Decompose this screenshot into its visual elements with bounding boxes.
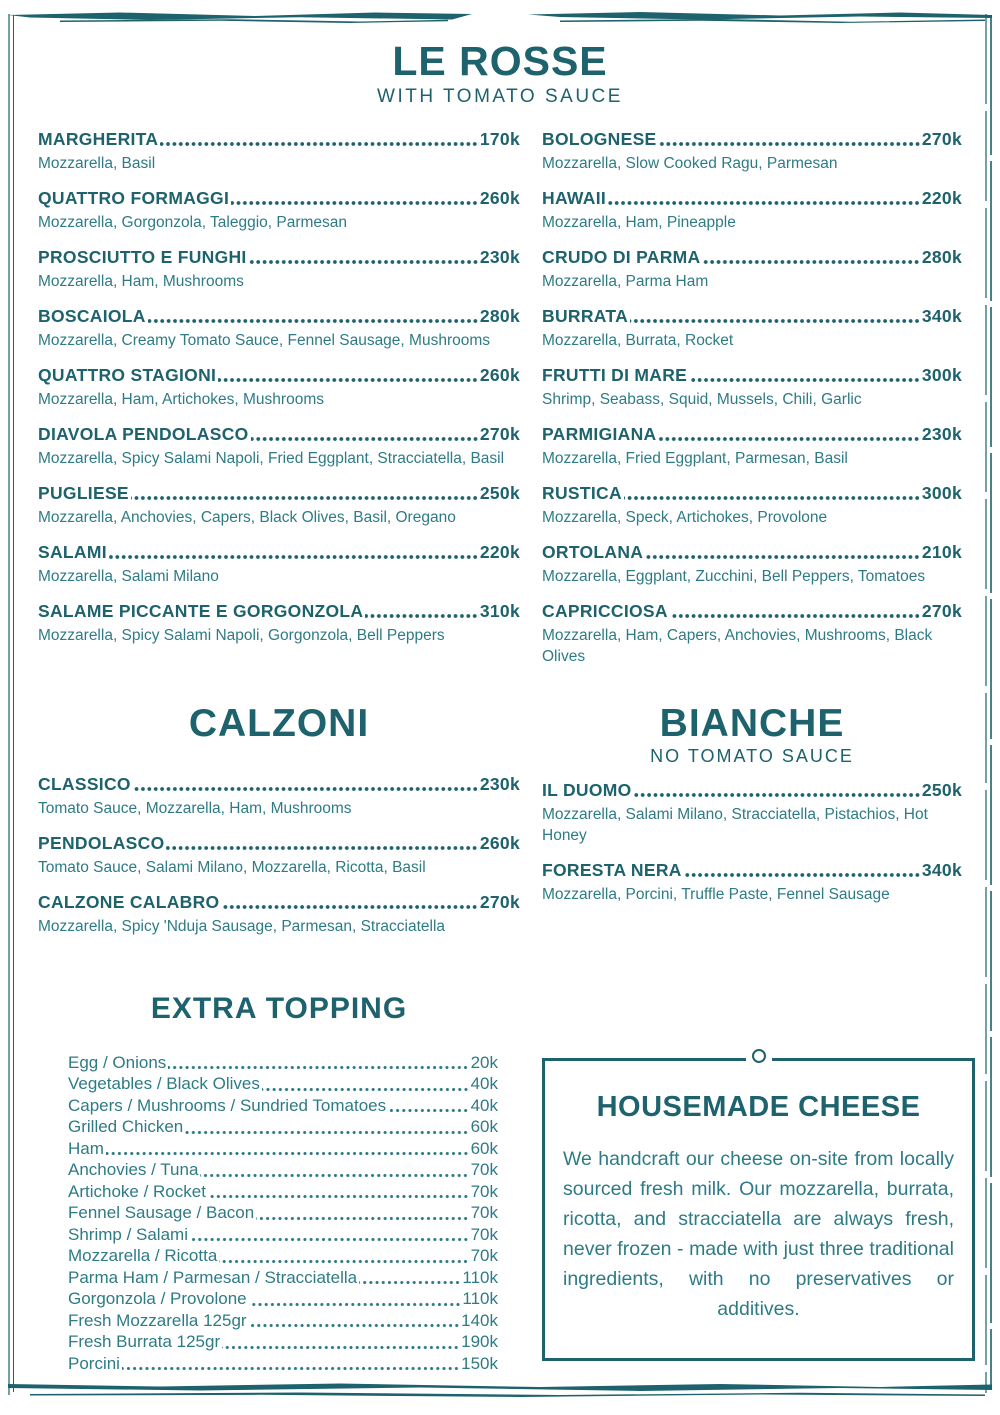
topping-price: 70k [470,1160,498,1180]
menu-item [542,305,962,351]
menu-item-name: MARGHERITA [38,129,159,150]
menu-item-name: FORESTA NERA [542,859,682,880]
dotted-leader [131,495,479,501]
menu-item-description: Mozzarella, Slow Cooked Ragu, Parmesan [542,155,838,173]
dotted-leader [106,1151,470,1156]
menu-item-price: 340k [921,306,962,327]
topping-name: Gorgonzola / Provolone [68,1289,247,1309]
topping-item [68,1138,498,1160]
rosse-right-column [542,128,962,680]
dotted-leader [200,1173,469,1178]
menu-item-price: 230k [479,247,520,268]
menu-item-price: 300k [921,483,962,504]
topping-price: 140k [461,1310,498,1330]
topping-item [68,1116,498,1138]
menu-item-line [542,423,962,445]
topping-price: 40k [470,1095,498,1115]
menu-item-line [38,482,520,504]
menu-item-description: Mozzarella, Spicy Salami Napoli, Fried Eggplant, Stracciatella, Basil [38,450,505,468]
menu-item [542,779,962,846]
menu-item-description: Mozzarella, Parma Ham [542,273,709,291]
section-title-calzoni: CALZONI [188,702,370,746]
dotted-leader [359,1280,461,1285]
section-header-rosse [38,40,962,108]
calzoni-bianche-columns [38,704,962,950]
menu-item-line [38,305,520,327]
dotted-leader [251,436,479,442]
ring-decoration-wrap [746,1049,772,1063]
menu-item-line [542,364,962,386]
dotted-leader [689,377,921,383]
topping-price: 70k [470,1203,498,1223]
dotted-leader [222,1345,460,1350]
menu-item [542,423,962,469]
menu-item-name: RUSTICA [542,483,622,504]
section-header-bianche [542,704,962,767]
menu-item-line [38,364,520,386]
menu-item-price: 270k [479,424,520,445]
menu-item-price: 260k [479,365,520,386]
menu-item-description: Mozzarella, Ham, Mushrooms [38,273,244,291]
menu-item [542,246,962,292]
menu-item-name: CALZONE CALABRO [38,891,220,912]
topping-price: 150k [461,1353,498,1373]
menu-item-description: Mozzarella, Ham, Pineapple [542,214,736,232]
menu-item-name: PENDOLASCO [38,832,165,853]
menu-item-line [38,423,520,445]
dotted-leader [249,1302,462,1307]
dotted-leader [262,1087,470,1092]
menu-item-line [542,859,962,881]
menu-item [38,305,520,351]
menu-item-price: 260k [479,832,520,853]
menu-item-name: BURRATA [542,306,629,327]
menu-item [38,187,520,233]
dotted-leader [634,792,921,798]
menu-item-price: 210k [921,542,962,563]
bottom-columns [38,968,962,1375]
menu-item-price: 280k [479,306,520,327]
dotted-leader [645,554,921,560]
housemade-cheese-title: HOUSEMADE CHEESE [596,1090,921,1123]
menu-item-description: Mozzarella, Salami Milano [38,568,219,586]
menu-item-line [38,832,520,854]
menu-item-price: 340k [921,859,962,880]
topping-list [68,1052,498,1375]
dotted-leader [256,1216,469,1221]
menu-item-price: 270k [921,601,962,622]
menu-item-description: Mozzarella, Anchovies, Capers, Black Olives, Basil, Oregano [38,509,456,527]
menu-item-price: 300k [921,365,962,386]
topping-name: Fennel Sausage / Bacon [68,1203,255,1223]
rosse-left-column [38,128,520,680]
topping-name: Mozzarella / Ricotta [68,1246,218,1266]
menu-item-line [542,600,962,622]
dotted-leader [249,1323,461,1328]
section-title-rosse: LE ROSSE [392,38,608,84]
menu-item [542,859,962,905]
menu-item-price: 250k [479,483,520,504]
menu-item [38,482,520,528]
section-subtitle-rosse: WITH TOMATO SAUCE [377,86,623,108]
dotted-leader [208,1194,470,1199]
menu-item [38,423,520,469]
menu-item-line [542,305,962,327]
menu-item-line [38,187,520,209]
menu-item [38,541,520,587]
menu-item-line [38,600,520,622]
dotted-leader [109,554,479,560]
menu-item-line [38,128,520,150]
menu-item [542,187,962,233]
menu-item-price: 220k [479,542,520,563]
menu-item-description: Tomato Sauce, Mozzarella, Ham, Mushrooms [38,799,352,817]
dotted-leader [659,141,921,147]
topping-name: Artichoke / Rocket [68,1181,206,1201]
menu-item-name: PUGLIESE [38,483,129,504]
dotted-leader [221,904,478,910]
menu-item [38,832,520,878]
menu-item-description: Mozzarella, Spicy Salami Napoli, Gorgonzola, Bell Peppers [38,627,445,645]
menu-item-description: Mozzarella, Porcini, Truffle Paste, Fennel Sausage [542,885,890,903]
topping-name: Anchovies / Tuna [68,1160,199,1180]
menu-item-price: 170k [479,129,520,150]
dotted-leader [160,141,479,147]
menu-item-name: QUATTRO STAGIONI [38,365,217,386]
topping-item [68,1331,498,1353]
bianche-items [542,779,962,905]
dotted-leader [608,200,921,206]
menu-item [542,128,962,174]
menu-item-name: CAPRICCIOSA [542,601,668,622]
topping-price: 40k [470,1074,498,1094]
menu-item-name: DIAVOLA PENDOLASCO [38,424,249,445]
menu-item-price: 270k [921,129,962,150]
menu-item-name: IL DUOMO [542,779,632,800]
topping-price: 20k [470,1052,498,1072]
topping-price: 70k [470,1224,498,1244]
extra-topping-section [38,968,520,1375]
housemade-cheese-text: We handcraft our cheese on-site from locally sourced fresh milk. Our mozzarella, burrata, ricotta, and stracciatella are always fresh, never frozen - made with just three traditional ingredients, with no preservatives or additives. [563,1147,954,1320]
menu-item-line [38,891,520,913]
menu-item-price: 220k [921,188,962,209]
menu-item-description: Mozzarella, Salami Milano, Stracciatella, Pistachios, Hot Honey [542,805,928,844]
dotted-leader [231,200,479,206]
menu-item-name: QUATTRO FORMAGGI [38,188,230,209]
menu-item-description: Mozzarella, Creamy Tomato Sauce, Fennel Sausage, Mushrooms [38,332,491,350]
dotted-leader [670,613,921,619]
menu-item-line [38,773,520,795]
menu-item-name: CLASSICO [38,773,131,794]
dotted-leader [166,845,478,851]
topping-name: Fresh Burrata 125gr [68,1332,221,1352]
menu-item-description: Mozzarella, Fried Eggplant, Parmesan, Basil [542,450,848,468]
menu-item [38,600,520,646]
menu-item-line [542,128,962,150]
menu-item-price: 270k [479,891,520,912]
housemade-cheese-section [542,968,962,1375]
menu-item-description: Mozzarella, Burrata, Rocket [542,332,734,350]
menu-item-line [38,246,520,268]
topping-item [68,1202,498,1224]
menu-item-description: Mozzarella, Eggplant, Zucchini, Bell Peppers, Tomatoes [542,568,926,586]
dotted-leader [218,377,479,383]
dotted-leader [249,259,479,265]
topping-price: 60k [470,1138,498,1158]
menu-item-description: Mozzarella, Basil [38,155,156,173]
menu-item-price: 310k [479,601,520,622]
topping-name: Vegetables / Black Olives [68,1074,260,1094]
dotted-leader [168,1065,469,1070]
topping-name: Grilled Chicken [68,1117,184,1137]
topping-price: 60k [470,1117,498,1137]
menu-item-description: Tomato Sauce, Salami Milano, Mozzarella, Ricotta, Basil [38,858,426,876]
topping-price: 70k [470,1246,498,1266]
topping-item [68,1267,498,1289]
section-header-calzoni [38,704,520,745]
menu-item-name: SALAME PICCANTE E GORGONZOLA [38,601,364,622]
dotted-leader [630,318,921,324]
menu-item-name: ORTOLANA [542,542,644,563]
circle-ornament-icon [752,1049,766,1063]
topping-price: 110k [462,1289,498,1309]
menu-item-description: Mozzarella, Ham, Capers, Anchovies, Mushrooms, Black Olives [542,627,933,666]
menu-item-name: PROSCIUTTO E FUNGHI [38,247,247,268]
section-title-bianche: BIANCHE [659,702,845,746]
topping-name: Ham [68,1138,104,1158]
topping-item [68,1353,498,1375]
menu-item-line [542,187,962,209]
menu-item-name: PARMIGIANA [542,424,657,445]
dotted-leader [684,872,921,878]
menu-item-line [542,541,962,563]
calzoni-section [38,704,520,950]
menu-item-price: 280k [921,247,962,268]
topping-item [68,1052,498,1074]
topping-item [68,1095,498,1117]
menu-item [542,482,962,528]
menu-item-name: BOSCAIOLA [38,306,146,327]
menu-item [542,364,962,410]
menu-item [38,128,520,174]
menu-item-description: Shrimp, Seabass, Squid, Mussels, Chili, Garlic [542,391,862,409]
menu-item-description: Mozzarella, Speck, Artichokes, Provolone [542,509,828,527]
topping-name: Capers / Mushrooms / Sundried Tomatoes [68,1095,387,1115]
section-subtitle-bianche: NO TOMATO SAUCE [650,745,854,766]
menu-item-description: Mozzarella, Spicy 'Nduja Sausage, Parmesan, Stracciatella [38,917,446,935]
rosse-columns [38,128,962,680]
topping-item [68,1245,498,1267]
dotted-leader [133,786,479,792]
dotted-leader [148,318,479,324]
menu-item-name: BOLOGNESE [542,129,657,150]
menu-item-description: Mozzarella, Gorgonzola, Taleggio, Parmesan [38,214,348,232]
topping-price: 110k [462,1267,498,1287]
menu-item [38,246,520,292]
menu-item-name: CRUDO DI PARMA [542,247,701,268]
dotted-leader [388,1108,469,1113]
dotted-leader [219,1259,469,1264]
dotted-leader [658,436,920,442]
menu-item-price: 260k [479,188,520,209]
menu-item-name: HAWAII [542,188,607,209]
topping-item [68,1310,498,1332]
menu-item-price: 230k [921,424,962,445]
dotted-leader [122,1366,460,1371]
menu-item-line [542,246,962,268]
topping-item [68,1288,498,1310]
topping-name: Egg / Onions [68,1052,167,1072]
topping-item [68,1224,498,1246]
topping-name: Porcini [68,1353,120,1373]
menu-item [38,364,520,410]
menu-item-price: 230k [479,773,520,794]
topping-price: 190k [461,1332,498,1352]
menu-item-name: FRUTTI DI MARE [542,365,688,386]
dotted-leader [702,259,920,265]
topping-item [68,1073,498,1095]
topping-name: Parma Ham / Parmesan / Stracciatella [68,1267,358,1287]
menu-item-line [542,482,962,504]
menu-item-price: 250k [921,779,962,800]
topping-item [68,1181,498,1203]
calzoni-items [38,773,520,937]
menu-item [38,891,520,937]
housemade-cheese-box [542,1058,975,1361]
menu-item-description: Mozzarella, Ham, Artichokes, Mushrooms [38,391,324,409]
menu-item [542,600,962,667]
dotted-leader [185,1130,469,1135]
menu-item-line [38,541,520,563]
topping-item [68,1159,498,1181]
menu-item [38,773,520,819]
dotted-leader [624,495,921,501]
bianche-section [542,704,962,950]
menu-item-name: SALAMI [38,542,107,563]
topping-name: Shrimp / Salami [68,1224,188,1244]
dotted-leader [365,613,479,619]
section-title-extra-topping: EXTRA TOPPING [150,991,408,1025]
section-header-extra-topping [38,992,520,1026]
topping-price: 70k [470,1181,498,1201]
menu-item-line [542,779,962,801]
menu-item [542,541,962,587]
topping-name: Fresh Mozzarella 125gr [68,1310,247,1330]
dotted-leader [190,1237,470,1242]
